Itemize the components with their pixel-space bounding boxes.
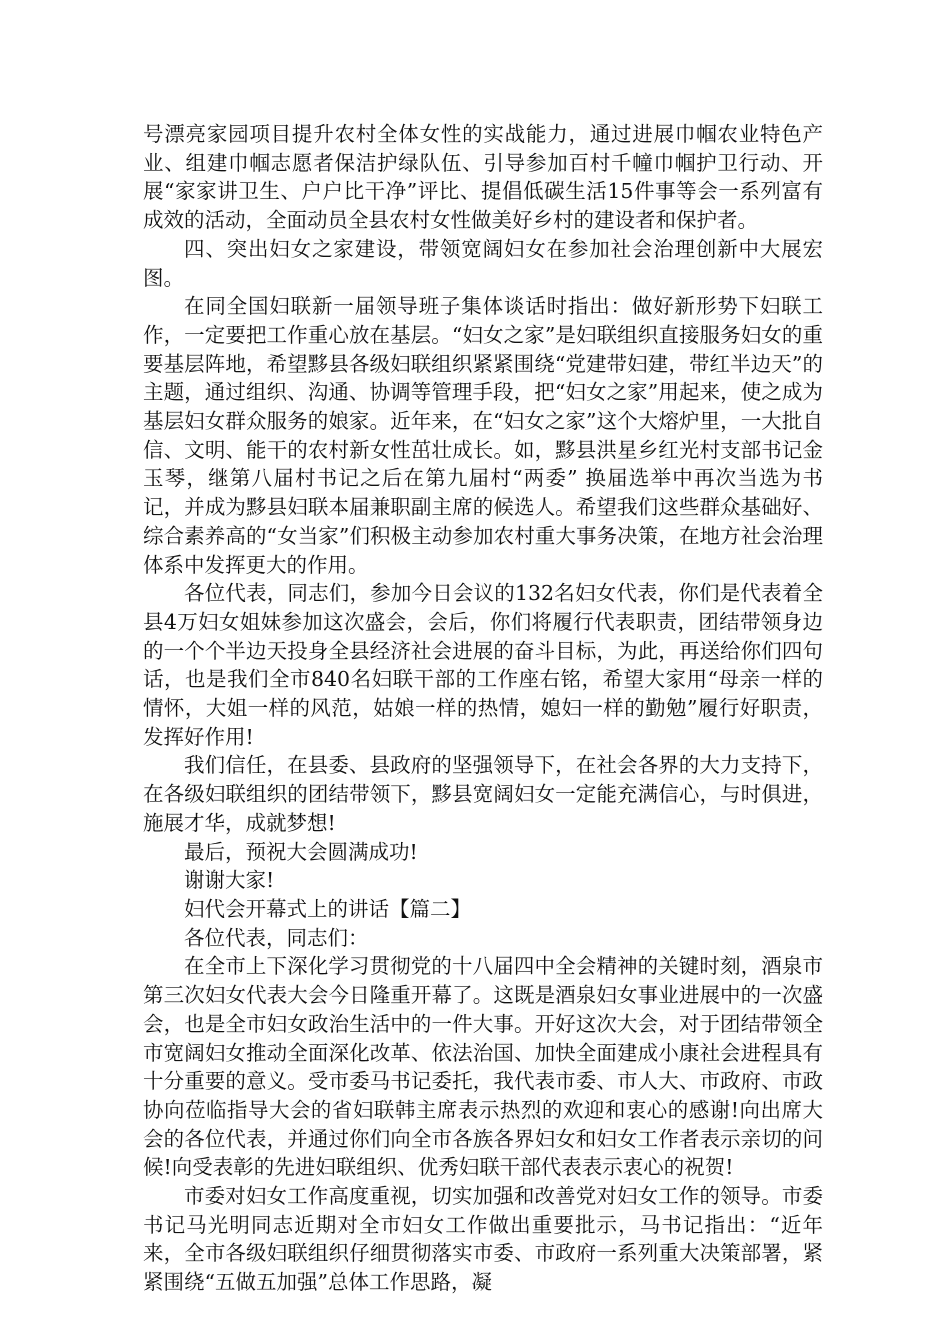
speech-title-part-2: 妇代会开幕式上的讲话【篇二】 bbox=[184, 896, 471, 921]
closing-wish: 最后，预祝大会圆满成功! bbox=[184, 839, 418, 864]
paragraph-4: 各位代表，同志们，参加今日会议的132名妇女代表，你们是代表着全县4万妇女姐妹参加这次盛会，会后，你们将履行代表职责，团结带领身边的一个个半边天投身全县经济社会进展的奋斗目标，为此，再送给你们四句话，也是我们全市840名妇联干部的工作座右铭，希望大家用“母亲一样的情怀，大姐一样的风范，姑娘一样的热情，媳妇一样的勤勉”履行好职责，发挥好作用! bbox=[143, 581, 823, 749]
section-heading-4: 四、突出妇女之家建设，带领宽阔妇女在参加社会治理创新中大展宏图。 bbox=[143, 236, 823, 290]
salutation: 各位代表，同志们： bbox=[184, 925, 369, 950]
document-body bbox=[143, 120, 823, 1297]
paragraph-11: 市委对妇女工作高度重视，切实加强和改善党对妇女工作的领导。市委书记马光明同志近期对全市妇女工作做出重要批示，马书记指出：“近年来，全市各级妇联组织仔细贯彻落实市委、市政府一系列重大决策部署，紧紧围绕“五做五加强”总体工作思路，凝 bbox=[143, 1184, 823, 1295]
paragraph-10: 在全市上下深化学习贯彻党的十八届四中全会精神的关键时刻，酒泉市第三次妇女代表大会今日隆重开幕了。这既是酒泉妇女事业进展中的一次盛会，也是全市妇女政治生活中的一件大事。开好这次大会，对于团结带领全市宽阔妇女推动全面深化改革、依法治国、加快全面建成小康社会进程具有十分重要的意义。受市委马书记委托，我代表市委、市人大、市政府、市政协向莅临指导大会的省妇联韩主席表示热烈的欢迎和衷心的感谢!向出席大会的各位代表，并通过你们向全市各族各界妇女和妇女工作者表示亲切的问候!向受表彰的先进妇联组织、优秀妇联干部代表表示衷心的祝贺! bbox=[143, 954, 823, 1180]
closing-thanks: 谢谢大家! bbox=[184, 868, 275, 893]
paragraph-1: 号漂亮家园项目提升农村全体女性的实战能力，通过进展巾帼农业特色产业、组建巾帼志愿者保洁护绿队伍、引导参加百村千幢巾帼护卫行动、开展“家家讲卫生、户户比干净”评比、提倡低碳生活15件事等会一系列富有成效的活动，全面动员全县农村女性做美好乡村的建设者和保护者。 bbox=[143, 122, 823, 233]
paragraph-3: 在同全国妇联新一届领导班子集体谈话时指出：做好新形势下妇联工作，一定要把工作重心放在基层。“妇女之家”是妇联组织直接服务妇女的重要基层阵地，希望黟县各级妇联组织紧紧围绕“党建带妇建，带红半边天”的主题，通过组织、沟通、协调等管理手段，把“妇女之家”用起来，使之成为基层妇女群众服务的娘家。近年来，在“妇女之家”这个大熔炉里，一大批自信、文明、能干的农村新女性茁壮成长。如，黟县洪星乡红光村支部书记金玉琴，继第八届村书记之后在第九届村“两委” 换届选举中再次当选为书记，并成为黟县妇联本届兼职副主席的候选人。希望我们这些群众基础好、综合素养高的“女当家”们积极主动参加农村重大事务决策，在地方社会治理体系中发挥更大的作用。 bbox=[143, 294, 823, 577]
paragraph-5: 我们信任，在县委、县政府的坚强领导下，在社会各界的大力支持下，在各级妇联组织的团结带领下，黟县宽阔妇女一定能充满信心，与时俱进，施展才华，成就梦想! bbox=[143, 753, 823, 835]
